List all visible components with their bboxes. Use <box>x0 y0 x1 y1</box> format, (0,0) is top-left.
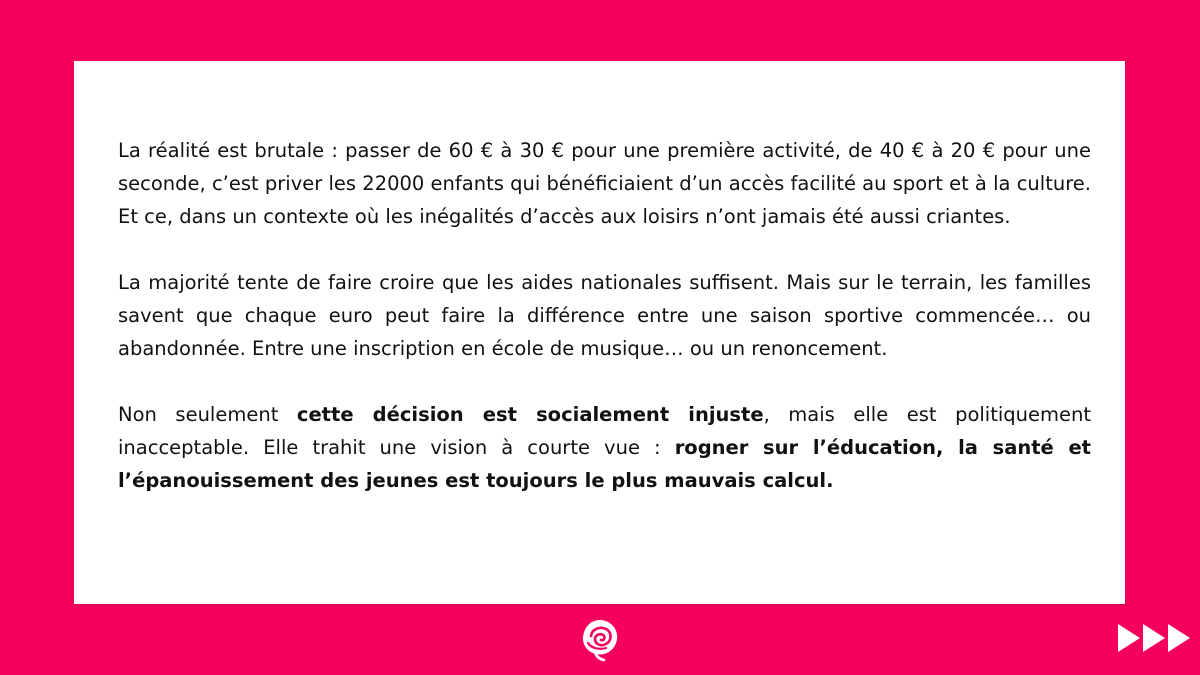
paragraph-1: La réalité est brutale : passer de 60 € à 30 € pour une première activité, de 40 € à 20 € pour une seconde, c’est priver les 22000 enfants qui bénéficiaient d’un accès facilité au sport et à la culture. Et ce, dans un contexte où les inégalités d’accès aux loisirs n’ont jamais été aussi criantes. <box>118 139 1091 228</box>
text-card <box>74 61 1125 604</box>
paragraph-2: La majorité tente de faire croire que les aides nationales suffisent. Mais sur le terrain, les familles savent que chaque euro peut faire la différence entre une saison sportive commencée… ou abandonnée. Entre une inscription en école de musique… ou un renoncement. <box>118 271 1091 360</box>
paragraph-3 <box>118 398 1091 497</box>
paragraph-3-text-2: , mais elle est politiquement inacceptable. Elle trahit une vision à courte vue : <box>118 403 1092 459</box>
paragraph-3-bold-2: rogner sur l’éducation, la santé et l’épanouissement des jeunes est toujours le plus mauvais calcul. <box>118 436 1091 492</box>
paragraph-3-bold-1: cette décision est socialement injuste <box>296 403 764 426</box>
paragraph-3-text-1: Non seulement <box>118 403 297 426</box>
text-content <box>118 134 1091 497</box>
triple-arrow-right-icon[interactable] <box>1118 622 1190 654</box>
rose-logo-icon <box>577 616 623 662</box>
